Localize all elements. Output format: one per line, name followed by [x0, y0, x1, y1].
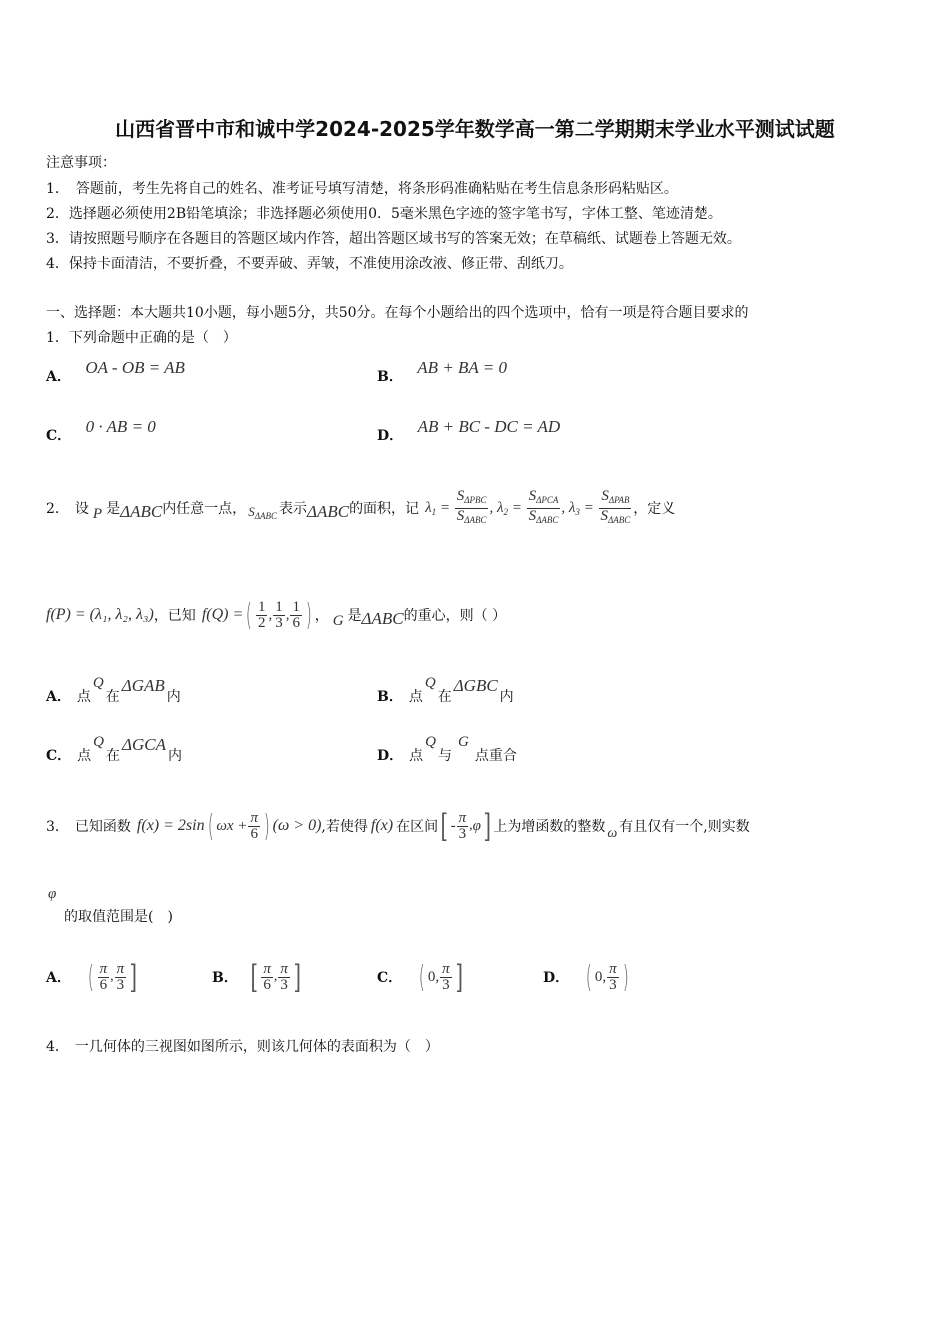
- math-num: 3: [442, 976, 450, 993]
- math-num: 6: [250, 825, 258, 842]
- math-subscript: ΔPBC: [464, 494, 487, 505]
- math-triangle: ΔGBC: [453, 676, 498, 695]
- math-var: G: [332, 612, 344, 629]
- option-label: C．: [377, 970, 403, 986]
- math-triangle: ΔABC: [361, 609, 404, 628]
- math-expr: f(P) = (λ₁, λ₂, λ₃): [46, 606, 154, 623]
- math-triangle: ΔABC: [306, 502, 350, 521]
- math-num: 3: [280, 976, 288, 993]
- option-label: D．: [377, 428, 404, 444]
- math-triangle: ΔGAB: [121, 676, 165, 695]
- option-label: C．: [46, 428, 72, 444]
- math-num: π: [250, 809, 258, 826]
- question-text: 的取值范围是( ): [64, 909, 173, 925]
- math-var: Q: [424, 675, 436, 691]
- q3-option-c[interactable]: C． ( 0, $\frac{\pi}{3}$ ]: [377, 958, 463, 996]
- math-num: 6: [263, 976, 271, 993]
- math-num: π: [263, 960, 271, 977]
- lambda-1: $\lambda_1$ = $\frac{S_{\Delta PBC}}{S_{\Delta ABC}}$ , $\lambda_2$ = $\frac{S_{\Delta PCA}}{S_{\Delta ABC}}$ , $\lambda_3$ = $\frac{S_{\Delta PAB}}{S_{\Delta ABC}}$: [425, 487, 631, 525]
- math-subscript: ΔABC: [608, 514, 631, 525]
- math-expr: f(Q) =: [201, 606, 244, 623]
- math-num: 6: [292, 614, 300, 631]
- option-expr: OA - OB = AB: [85, 358, 185, 377]
- option-text: 内: [167, 748, 182, 764]
- option-label: B．: [377, 689, 403, 705]
- q1-option-b[interactable]: [377, 358, 507, 386]
- question-text: 是: [347, 608, 362, 624]
- page-title: 山西省晋中市和诚中学2024-2025学年数学高一第二学期期末学业水平测试试题: [115, 117, 835, 141]
- question-text: 是: [106, 501, 121, 517]
- question-1: [46, 327, 237, 347]
- math-num: 3: [458, 825, 467, 842]
- math-num: 3: [275, 614, 283, 631]
- math-num: π: [280, 960, 288, 977]
- math-var: Q: [92, 675, 104, 691]
- option-text: 在: [437, 689, 452, 705]
- math-var: λ: [568, 499, 576, 516]
- q2-option-b[interactable]: [377, 676, 514, 706]
- math-num: 3: [116, 976, 125, 993]
- math-triangle: ΔABC: [120, 502, 163, 521]
- math-subscript: 1: [431, 506, 437, 517]
- option-label: A．: [46, 689, 71, 705]
- notice-item: 2．选择题必须使用2B铅笔填涂；非选择题必须使用0．5毫米黑色字迹的签字笔书写，字体工整、笔迹清楚。: [46, 206, 722, 222]
- math-var: Q: [425, 734, 436, 750]
- question-text: ，已知: [153, 608, 196, 624]
- math-num: π: [99, 960, 108, 977]
- math-var: G: [457, 734, 469, 750]
- question-number: 1．: [46, 330, 69, 346]
- notice-item: 3．请按照题号顺序在各题目的答题区域内作答，超出答题区域书写的答案无效；在草稿纸、试题卷上答题无效。: [46, 231, 741, 247]
- option-label: D．: [377, 748, 404, 764]
- option-text: 点: [77, 748, 92, 764]
- math-var: S: [528, 507, 537, 524]
- question-2-line-2: f(P) = (λ₁, λ₂, λ₃) ，已知 f(Q) = ( $\frac{1}{2}$ , $\frac{1}{3}$ , $\frac{1}{6}$ ) ， G 是 ΔABC 的重心，则（ ）: [46, 597, 507, 633]
- math-subscript: 2: [503, 506, 508, 517]
- math-num: 1: [257, 598, 266, 615]
- math-num: 1: [275, 598, 283, 615]
- math-var: S: [528, 487, 537, 504]
- q2-option-d[interactable]: [377, 735, 517, 765]
- option-label: C．: [46, 748, 72, 764]
- math-var: P: [92, 505, 103, 522]
- math-var: ω: [607, 826, 618, 841]
- math-subscript: ΔPCA: [536, 494, 559, 505]
- q1-option-d[interactable]: [377, 417, 561, 445]
- option-text: 在: [106, 748, 120, 764]
- math-num: 3: [609, 976, 617, 993]
- question-text: 设: [74, 501, 89, 517]
- q3-option-b[interactable]: B． [ $\frac{\pi}{6}$ , $\frac{\pi}{3}$ ]: [212, 958, 301, 996]
- notice-item: 1． 答题前，考生先将自己的姓名、准考证号填写清楚，将条形码准确粘贴在考生信息条形码粘贴区。: [46, 181, 678, 197]
- question-text: 上为增函数的整数: [493, 819, 606, 835]
- math-subscript: ΔABC: [254, 510, 277, 521]
- option-text: 内: [499, 689, 514, 705]
- math-num: 2: [257, 614, 266, 631]
- math-num: π: [609, 960, 617, 977]
- option-label: B．: [212, 970, 238, 986]
- question-number: 2．: [46, 501, 69, 517]
- q2-option-a[interactable]: [46, 676, 181, 706]
- question-text: 已知函数: [74, 819, 131, 835]
- math-var: λ: [425, 499, 432, 516]
- question-text: ，定义: [633, 501, 676, 517]
- math-var: φ: [472, 817, 481, 834]
- math-expr: (ω > 0): [272, 817, 322, 834]
- math-triangle: ΔGCA: [122, 735, 166, 754]
- q1-option-c[interactable]: [46, 417, 156, 445]
- option-label: D．: [543, 970, 570, 986]
- math-num: π: [442, 960, 450, 977]
- option-text: 与: [437, 748, 452, 764]
- question-text: 在区间: [396, 819, 439, 835]
- math-num: 1: [292, 598, 300, 615]
- question-text: 的重心，则（ ）: [403, 608, 507, 624]
- question-text: 下列命题中正确的是（ ）: [68, 330, 237, 346]
- math-var: S: [456, 487, 465, 504]
- option-text: 内: [166, 689, 181, 705]
- question-text: 有且仅有一个,则实数: [619, 819, 750, 835]
- math-num: 0,: [594, 968, 607, 985]
- math-subscript: ΔABC: [464, 514, 487, 525]
- math-subscript: 3: [575, 506, 580, 517]
- option-text: 点: [408, 689, 423, 705]
- math-expr: f(x) = 2sin: [136, 817, 205, 834]
- option-label: B．: [377, 369, 403, 385]
- math-var: S: [600, 507, 608, 524]
- question-text: 的面积，记: [349, 501, 420, 517]
- option-label: A．: [46, 970, 71, 986]
- question-text: 一几何体的三视图如图所示，则该几何体的表面积为（ ）: [74, 1039, 439, 1055]
- question-4: [46, 1036, 439, 1056]
- notice-heading: 注意事项：: [46, 155, 116, 171]
- math-expr: f(x): [370, 817, 394, 834]
- math-subscript: ΔABC: [536, 514, 559, 525]
- q2-option-c[interactable]: [46, 735, 182, 765]
- option-expr: AB + BC - DC = AD: [417, 417, 561, 436]
- math-num: π: [116, 960, 125, 977]
- math-var: φ: [48, 886, 57, 902]
- question-3: 3． 已知函数 f(x) = 2sin ( ωx + $\frac{\pi}{6}$ ) (ω > 0) ,若使得 f(x) 在区间 [ - $\frac{\pi}{3}$ , φ ] 上为增函数的整数 ω 有且仅有一个,则实数: [46, 807, 750, 845]
- math-var: Q: [93, 734, 104, 750]
- question-text: ,若使得: [321, 819, 368, 835]
- section-heading: 一、选择题：本大题共10小题，每小题5分，共50分。在每个小题给出的四个选项中，恰有一项是符合题目要求的: [46, 305, 749, 321]
- option-text: 点: [409, 748, 424, 764]
- math-expr: ωx +: [216, 817, 248, 834]
- option-text: 点: [76, 689, 91, 705]
- option-expr: AB + BA = 0: [417, 358, 507, 377]
- q1-option-a[interactable]: [46, 358, 185, 386]
- question-text: 内任意一点，: [162, 501, 247, 517]
- question-2: [46, 478, 675, 538]
- notice-item: 4．保持卡面清洁，不要折叠，不要弄破、弄皱，不准使用涂改液、修正带、刮纸刀。: [46, 256, 573, 272]
- math-num: 0,: [427, 968, 440, 985]
- math-subscript: ΔPAB: [608, 494, 630, 505]
- option-text: 点重合: [474, 748, 517, 764]
- math-var: S: [601, 487, 609, 504]
- math-num: 6: [99, 976, 108, 993]
- q3-option-a[interactable]: A． ( $\frac{\pi}{6}$ , $\frac{\pi}{3}$ ]: [46, 958, 138, 996]
- math-var: S: [248, 503, 255, 519]
- question-number: 3．: [46, 819, 69, 835]
- question-text: 表示: [278, 501, 307, 517]
- math-sign: -: [450, 817, 456, 834]
- option-text: 在: [105, 689, 120, 705]
- math-var: S: [456, 507, 465, 524]
- math-var: λ: [496, 499, 504, 516]
- option-label: A．: [46, 369, 71, 385]
- q3-option-d[interactable]: D． ( 0, $\frac{\pi}{3}$ ): [543, 959, 629, 995]
- math-num: π: [458, 809, 467, 826]
- option-expr: 0 · AB = 0: [85, 417, 156, 436]
- question-number: 4．: [46, 1039, 69, 1055]
